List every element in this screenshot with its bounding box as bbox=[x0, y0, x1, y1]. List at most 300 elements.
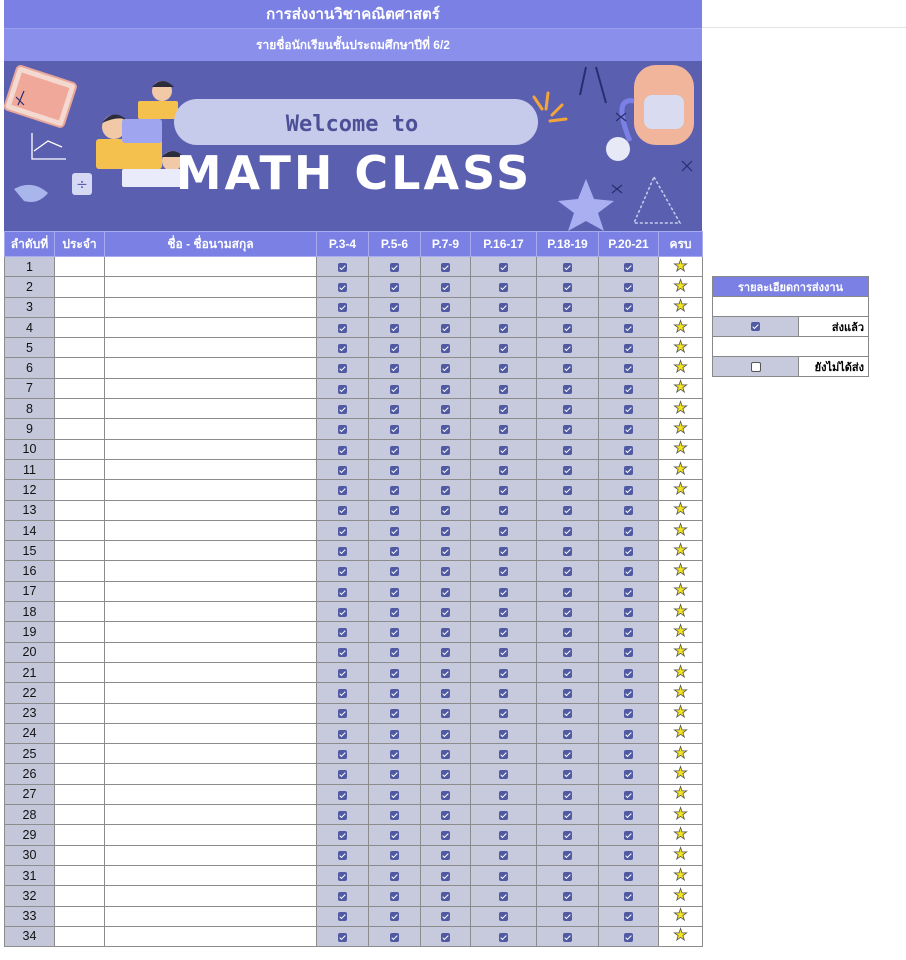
student-name-cell[interactable] bbox=[105, 581, 317, 601]
complete-star-cell[interactable] bbox=[659, 419, 703, 439]
assignment-checkbox-cell[interactable] bbox=[599, 683, 659, 703]
assignment-checkbox-cell[interactable] bbox=[317, 723, 369, 743]
checkbox-checked-icon[interactable] bbox=[441, 385, 450, 394]
student-name-cell[interactable] bbox=[105, 480, 317, 500]
checkbox-checked-icon[interactable] bbox=[499, 669, 508, 678]
assignment-checkbox-cell[interactable] bbox=[471, 784, 537, 804]
assignment-checkbox-cell[interactable] bbox=[317, 886, 369, 906]
assignment-checkbox-cell[interactable] bbox=[537, 338, 599, 358]
checkbox-checked-icon[interactable] bbox=[441, 791, 450, 800]
checkbox-checked-icon[interactable] bbox=[390, 689, 399, 698]
checkbox-checked-icon[interactable] bbox=[624, 344, 633, 353]
checkbox-checked-icon[interactable] bbox=[441, 344, 450, 353]
checkbox-checked-icon[interactable] bbox=[338, 811, 347, 820]
row-number-cell[interactable]: 3 bbox=[5, 297, 55, 317]
assignment-checkbox-cell[interactable] bbox=[421, 439, 471, 459]
legend-unchecked-cell[interactable] bbox=[713, 357, 799, 377]
complete-star-cell[interactable] bbox=[659, 642, 703, 662]
checkbox-checked-icon[interactable] bbox=[441, 547, 450, 556]
complete-star-cell[interactable] bbox=[659, 581, 703, 601]
col-header-p3-4[interactable]: P.3-4 bbox=[317, 232, 369, 257]
assignment-checkbox-cell[interactable] bbox=[421, 622, 471, 642]
checkbox-checked-icon[interactable] bbox=[499, 892, 508, 901]
checkbox-checked-icon[interactable] bbox=[338, 364, 347, 373]
checkbox-checked-icon[interactable] bbox=[499, 263, 508, 272]
complete-star-cell[interactable] bbox=[659, 520, 703, 540]
assignment-checkbox-cell[interactable] bbox=[471, 500, 537, 520]
student-id-cell[interactable] bbox=[55, 886, 105, 906]
checkbox-checked-icon[interactable] bbox=[441, 831, 450, 840]
assignment-checkbox-cell[interactable] bbox=[369, 419, 421, 439]
student-name-cell[interactable] bbox=[105, 541, 317, 561]
assignment-checkbox-cell[interactable] bbox=[369, 459, 421, 479]
checkbox-checked-icon[interactable] bbox=[624, 750, 633, 759]
assignment-checkbox-cell[interactable] bbox=[369, 744, 421, 764]
assignment-checkbox-cell[interactable] bbox=[599, 500, 659, 520]
assignment-checkbox-cell[interactable] bbox=[317, 845, 369, 865]
checkbox-checked-icon[interactable] bbox=[563, 506, 572, 515]
assignment-checkbox-cell[interactable] bbox=[369, 358, 421, 378]
checkbox-checked-icon[interactable] bbox=[441, 466, 450, 475]
complete-star-cell[interactable] bbox=[659, 906, 703, 926]
complete-star-cell[interactable] bbox=[659, 317, 703, 337]
checkbox-checked-icon[interactable] bbox=[563, 567, 572, 576]
assignment-checkbox-cell[interactable] bbox=[369, 500, 421, 520]
assignment-checkbox-cell[interactable] bbox=[471, 541, 537, 561]
student-id-cell[interactable] bbox=[55, 805, 105, 825]
assignment-checkbox-cell[interactable] bbox=[537, 825, 599, 845]
assignment-checkbox-cell[interactable] bbox=[369, 439, 421, 459]
assignment-checkbox-cell[interactable] bbox=[317, 439, 369, 459]
assignment-checkbox-cell[interactable] bbox=[537, 480, 599, 500]
row-number-cell[interactable]: 27 bbox=[5, 784, 55, 804]
checkbox-checked-icon[interactable] bbox=[441, 324, 450, 333]
assignment-checkbox-cell[interactable] bbox=[599, 744, 659, 764]
checkbox-checked-icon[interactable] bbox=[441, 709, 450, 718]
row-number-cell[interactable]: 16 bbox=[5, 561, 55, 581]
assignment-checkbox-cell[interactable] bbox=[599, 297, 659, 317]
assignment-checkbox-cell[interactable] bbox=[421, 825, 471, 845]
checkbox-checked-icon[interactable] bbox=[499, 648, 508, 657]
row-number-cell[interactable]: 31 bbox=[5, 865, 55, 885]
student-name-cell[interactable] bbox=[105, 520, 317, 540]
checkbox-checked-icon[interactable] bbox=[563, 831, 572, 840]
checkbox-checked-icon[interactable] bbox=[563, 344, 572, 353]
checkbox-checked-icon[interactable] bbox=[624, 689, 633, 698]
checkbox-checked-icon[interactable] bbox=[338, 628, 347, 637]
assignment-checkbox-cell[interactable] bbox=[537, 744, 599, 764]
assignment-checkbox-cell[interactable] bbox=[471, 480, 537, 500]
assignment-checkbox-cell[interactable] bbox=[599, 419, 659, 439]
assignment-checkbox-cell[interactable] bbox=[317, 561, 369, 581]
row-number-cell[interactable]: 14 bbox=[5, 520, 55, 540]
unchecked-checkbox-icon[interactable] bbox=[751, 362, 761, 372]
checkbox-checked-icon[interactable] bbox=[499, 385, 508, 394]
checkbox-checked-icon[interactable] bbox=[390, 466, 399, 475]
checkbox-checked-icon[interactable] bbox=[390, 791, 399, 800]
assignment-checkbox-cell[interactable] bbox=[471, 744, 537, 764]
student-name-cell[interactable] bbox=[105, 744, 317, 764]
student-id-cell[interactable] bbox=[55, 399, 105, 419]
assignment-checkbox-cell[interactable] bbox=[599, 541, 659, 561]
assignment-checkbox-cell[interactable] bbox=[421, 317, 471, 337]
checkbox-checked-icon[interactable] bbox=[390, 506, 399, 515]
checkbox-checked-icon[interactable] bbox=[499, 750, 508, 759]
assignment-checkbox-cell[interactable] bbox=[369, 642, 421, 662]
assignment-checkbox-cell[interactable] bbox=[317, 257, 369, 277]
student-id-cell[interactable] bbox=[55, 541, 105, 561]
checkbox-checked-icon[interactable] bbox=[441, 811, 450, 820]
assignment-checkbox-cell[interactable] bbox=[317, 277, 369, 297]
sheet-title[interactable]: การส่งงานวิชาคณิตศาสตร์ bbox=[4, 0, 702, 29]
assignment-checkbox-cell[interactable] bbox=[317, 378, 369, 398]
checkbox-checked-icon[interactable] bbox=[338, 324, 347, 333]
checkbox-checked-icon[interactable] bbox=[441, 446, 450, 455]
checkbox-checked-icon[interactable] bbox=[624, 933, 633, 942]
assignment-checkbox-cell[interactable] bbox=[471, 399, 537, 419]
checkbox-checked-icon[interactable] bbox=[499, 912, 508, 921]
assignment-checkbox-cell[interactable] bbox=[599, 906, 659, 926]
checkbox-checked-icon[interactable] bbox=[338, 831, 347, 840]
row-number-cell[interactable]: 19 bbox=[5, 622, 55, 642]
assignment-checkbox-cell[interactable] bbox=[421, 683, 471, 703]
checkbox-checked-icon[interactable] bbox=[499, 344, 508, 353]
checkbox-checked-icon[interactable] bbox=[624, 831, 633, 840]
checkbox-checked-icon[interactable] bbox=[441, 851, 450, 860]
student-name-cell[interactable] bbox=[105, 317, 317, 337]
row-number-cell[interactable]: 4 bbox=[5, 317, 55, 337]
checkbox-checked-icon[interactable] bbox=[338, 669, 347, 678]
row-number-cell[interactable]: 21 bbox=[5, 662, 55, 682]
checkbox-checked-icon[interactable] bbox=[624, 385, 633, 394]
assignment-checkbox-cell[interactable] bbox=[369, 317, 421, 337]
assignment-checkbox-cell[interactable] bbox=[421, 419, 471, 439]
row-number-cell[interactable]: 2 bbox=[5, 277, 55, 297]
student-id-cell[interactable] bbox=[55, 459, 105, 479]
assignment-checkbox-cell[interactable] bbox=[317, 906, 369, 926]
assignment-checkbox-cell[interactable] bbox=[369, 886, 421, 906]
assignment-checkbox-cell[interactable] bbox=[317, 399, 369, 419]
assignment-checkbox-cell[interactable] bbox=[537, 906, 599, 926]
student-name-cell[interactable] bbox=[105, 622, 317, 642]
assignment-checkbox-cell[interactable] bbox=[599, 561, 659, 581]
student-id-cell[interactable] bbox=[55, 642, 105, 662]
assignment-checkbox-cell[interactable] bbox=[317, 825, 369, 845]
checkbox-checked-icon[interactable] bbox=[390, 669, 399, 678]
checkbox-checked-icon[interactable] bbox=[624, 527, 633, 536]
assignment-checkbox-cell[interactable] bbox=[317, 581, 369, 601]
checkbox-checked-icon[interactable] bbox=[624, 791, 633, 800]
assignment-checkbox-cell[interactable] bbox=[317, 865, 369, 885]
assignment-checkbox-cell[interactable] bbox=[537, 459, 599, 479]
assignment-checkbox-cell[interactable] bbox=[421, 906, 471, 926]
assignment-checkbox-cell[interactable] bbox=[537, 257, 599, 277]
assignment-checkbox-cell[interactable] bbox=[537, 317, 599, 337]
complete-star-cell[interactable] bbox=[659, 500, 703, 520]
student-name-cell[interactable] bbox=[105, 784, 317, 804]
legend-title[interactable]: รายละเอียดการส่งงาน bbox=[713, 277, 869, 297]
assignment-checkbox-cell[interactable] bbox=[537, 378, 599, 398]
assignment-checkbox-cell[interactable] bbox=[471, 561, 537, 581]
assignment-checkbox-cell[interactable] bbox=[599, 622, 659, 642]
assignment-checkbox-cell[interactable] bbox=[421, 723, 471, 743]
assignment-checkbox-cell[interactable] bbox=[599, 662, 659, 682]
assignment-checkbox-cell[interactable] bbox=[471, 805, 537, 825]
student-id-cell[interactable] bbox=[55, 825, 105, 845]
assignment-checkbox-cell[interactable] bbox=[317, 500, 369, 520]
checkbox-checked-icon[interactable] bbox=[499, 425, 508, 434]
checkbox-checked-icon[interactable] bbox=[338, 446, 347, 455]
assignment-checkbox-cell[interactable] bbox=[599, 886, 659, 906]
assignment-checkbox-cell[interactable] bbox=[537, 500, 599, 520]
checkbox-checked-icon[interactable] bbox=[338, 385, 347, 394]
student-id-cell[interactable] bbox=[55, 662, 105, 682]
checkbox-checked-icon[interactable] bbox=[390, 425, 399, 434]
assignment-checkbox-cell[interactable] bbox=[317, 683, 369, 703]
checkbox-checked-icon[interactable] bbox=[390, 709, 399, 718]
assignment-checkbox-cell[interactable] bbox=[471, 317, 537, 337]
checkbox-checked-icon[interactable] bbox=[390, 750, 399, 759]
checkbox-checked-icon[interactable] bbox=[390, 770, 399, 779]
assignment-checkbox-cell[interactable] bbox=[471, 886, 537, 906]
checkbox-checked-icon[interactable] bbox=[499, 791, 508, 800]
checkbox-checked-icon[interactable] bbox=[624, 446, 633, 455]
assignment-checkbox-cell[interactable] bbox=[317, 520, 369, 540]
assignment-checkbox-cell[interactable] bbox=[599, 399, 659, 419]
col-header-name[interactable]: ชื่อ - ชื่อนามสกุล bbox=[105, 232, 317, 257]
student-name-cell[interactable] bbox=[105, 459, 317, 479]
checkbox-checked-icon[interactable] bbox=[338, 730, 347, 739]
col-header-id[interactable]: ประจำ bbox=[55, 232, 105, 257]
checkbox-checked-icon[interactable] bbox=[499, 364, 508, 373]
assignment-checkbox-cell[interactable] bbox=[599, 764, 659, 784]
assignment-checkbox-cell[interactable] bbox=[599, 358, 659, 378]
checkbox-checked-icon[interactable] bbox=[563, 628, 572, 637]
checkbox-checked-icon[interactable] bbox=[441, 283, 450, 292]
assignment-checkbox-cell[interactable] bbox=[471, 338, 537, 358]
assignment-checkbox-cell[interactable] bbox=[369, 622, 421, 642]
checkbox-checked-icon[interactable] bbox=[441, 669, 450, 678]
checkbox-checked-icon[interactable] bbox=[338, 872, 347, 881]
complete-star-cell[interactable] bbox=[659, 257, 703, 277]
row-number-cell[interactable]: 30 bbox=[5, 845, 55, 865]
assignment-checkbox-cell[interactable] bbox=[317, 358, 369, 378]
assignment-checkbox-cell[interactable] bbox=[421, 399, 471, 419]
assignment-checkbox-cell[interactable] bbox=[471, 926, 537, 946]
assignment-checkbox-cell[interactable] bbox=[369, 277, 421, 297]
checkbox-checked-icon[interactable] bbox=[563, 669, 572, 678]
assignment-checkbox-cell[interactable] bbox=[537, 865, 599, 885]
assignment-checkbox-cell[interactable] bbox=[421, 541, 471, 561]
col-header-complete[interactable]: ครบ bbox=[659, 232, 703, 257]
assignment-checkbox-cell[interactable] bbox=[599, 865, 659, 885]
assignment-checkbox-cell[interactable] bbox=[317, 602, 369, 622]
checkbox-checked-icon[interactable] bbox=[499, 628, 508, 637]
student-name-cell[interactable] bbox=[105, 602, 317, 622]
row-number-cell[interactable]: 34 bbox=[5, 926, 55, 946]
checkbox-checked-icon[interactable] bbox=[441, 486, 450, 495]
assignment-checkbox-cell[interactable] bbox=[369, 399, 421, 419]
checkbox-checked-icon[interactable] bbox=[338, 263, 347, 272]
student-name-cell[interactable] bbox=[105, 257, 317, 277]
assignment-checkbox-cell[interactable] bbox=[471, 825, 537, 845]
assignment-checkbox-cell[interactable] bbox=[369, 378, 421, 398]
checkbox-checked-icon[interactable] bbox=[499, 588, 508, 597]
checkbox-checked-icon[interactable] bbox=[441, 892, 450, 901]
checkbox-checked-icon[interactable] bbox=[499, 770, 508, 779]
student-name-cell[interactable] bbox=[105, 561, 317, 581]
checkbox-checked-icon[interactable] bbox=[563, 872, 572, 881]
checkbox-checked-icon[interactable] bbox=[390, 912, 399, 921]
checkbox-checked-icon[interactable] bbox=[390, 628, 399, 637]
student-id-cell[interactable] bbox=[55, 764, 105, 784]
checkbox-checked-icon[interactable] bbox=[624, 628, 633, 637]
checkbox-checked-icon[interactable] bbox=[563, 385, 572, 394]
checkbox-checked-icon[interactable] bbox=[563, 405, 572, 414]
complete-star-cell[interactable] bbox=[659, 723, 703, 743]
complete-star-cell[interactable] bbox=[659, 703, 703, 723]
assignment-checkbox-cell[interactable] bbox=[421, 480, 471, 500]
assignment-checkbox-cell[interactable] bbox=[369, 257, 421, 277]
assignment-checkbox-cell[interactable] bbox=[317, 459, 369, 479]
assignment-checkbox-cell[interactable] bbox=[599, 439, 659, 459]
checkbox-checked-icon[interactable] bbox=[499, 466, 508, 475]
row-number-cell[interactable]: 11 bbox=[5, 459, 55, 479]
checkbox-checked-icon[interactable] bbox=[338, 750, 347, 759]
assignment-checkbox-cell[interactable] bbox=[421, 662, 471, 682]
student-id-cell[interactable] bbox=[55, 744, 105, 764]
checkbox-checked-icon[interactable] bbox=[563, 933, 572, 942]
assignment-checkbox-cell[interactable] bbox=[369, 561, 421, 581]
checkbox-checked-icon[interactable] bbox=[338, 912, 347, 921]
student-id-cell[interactable] bbox=[55, 419, 105, 439]
assignment-checkbox-cell[interactable] bbox=[317, 784, 369, 804]
assignment-checkbox-cell[interactable] bbox=[421, 865, 471, 885]
assignment-checkbox-cell[interactable] bbox=[471, 297, 537, 317]
checkbox-checked-icon[interactable] bbox=[338, 405, 347, 414]
assignment-checkbox-cell[interactable] bbox=[369, 906, 421, 926]
assignment-checkbox-cell[interactable] bbox=[599, 317, 659, 337]
row-number-cell[interactable]: 15 bbox=[5, 541, 55, 561]
assignment-checkbox-cell[interactable] bbox=[421, 277, 471, 297]
assignment-checkbox-cell[interactable] bbox=[421, 581, 471, 601]
student-name-cell[interactable] bbox=[105, 419, 317, 439]
complete-star-cell[interactable] bbox=[659, 297, 703, 317]
checkbox-checked-icon[interactable] bbox=[624, 283, 633, 292]
checkbox-checked-icon[interactable] bbox=[499, 405, 508, 414]
assignment-checkbox-cell[interactable] bbox=[369, 926, 421, 946]
checkbox-checked-icon[interactable] bbox=[338, 791, 347, 800]
assignment-checkbox-cell[interactable] bbox=[471, 764, 537, 784]
checkbox-checked-icon[interactable] bbox=[499, 283, 508, 292]
row-number-cell[interactable]: 20 bbox=[5, 642, 55, 662]
student-name-cell[interactable] bbox=[105, 642, 317, 662]
student-id-cell[interactable] bbox=[55, 906, 105, 926]
checked-checkbox-icon[interactable] bbox=[751, 322, 760, 331]
checkbox-checked-icon[interactable] bbox=[499, 709, 508, 718]
checkbox-checked-icon[interactable] bbox=[624, 588, 633, 597]
checkbox-checked-icon[interactable] bbox=[499, 527, 508, 536]
assignment-checkbox-cell[interactable] bbox=[599, 845, 659, 865]
complete-star-cell[interactable] bbox=[659, 886, 703, 906]
checkbox-checked-icon[interactable] bbox=[499, 851, 508, 860]
assignment-checkbox-cell[interactable] bbox=[537, 764, 599, 784]
checkbox-checked-icon[interactable] bbox=[563, 364, 572, 373]
student-name-cell[interactable] bbox=[105, 764, 317, 784]
checkbox-checked-icon[interactable] bbox=[390, 730, 399, 739]
assignment-checkbox-cell[interactable] bbox=[421, 784, 471, 804]
assignment-checkbox-cell[interactable] bbox=[369, 845, 421, 865]
student-id-cell[interactable] bbox=[55, 439, 105, 459]
assignment-checkbox-cell[interactable] bbox=[599, 277, 659, 297]
complete-star-cell[interactable] bbox=[659, 277, 703, 297]
assignment-checkbox-cell[interactable] bbox=[421, 520, 471, 540]
assignment-checkbox-cell[interactable] bbox=[369, 723, 421, 743]
row-number-cell[interactable]: 32 bbox=[5, 886, 55, 906]
checkbox-checked-icon[interactable] bbox=[624, 872, 633, 881]
student-name-cell[interactable] bbox=[105, 683, 317, 703]
assignment-checkbox-cell[interactable] bbox=[317, 419, 369, 439]
student-name-cell[interactable] bbox=[105, 500, 317, 520]
assignment-checkbox-cell[interactable] bbox=[421, 926, 471, 946]
checkbox-checked-icon[interactable] bbox=[390, 405, 399, 414]
checkbox-checked-icon[interactable] bbox=[338, 648, 347, 657]
checkbox-checked-icon[interactable] bbox=[390, 324, 399, 333]
complete-star-cell[interactable] bbox=[659, 399, 703, 419]
checkbox-checked-icon[interactable] bbox=[624, 486, 633, 495]
checkbox-checked-icon[interactable] bbox=[624, 730, 633, 739]
checkbox-checked-icon[interactable] bbox=[390, 872, 399, 881]
checkbox-checked-icon[interactable] bbox=[624, 547, 633, 556]
checkbox-checked-icon[interactable] bbox=[499, 933, 508, 942]
checkbox-checked-icon[interactable] bbox=[338, 527, 347, 536]
row-number-cell[interactable]: 9 bbox=[5, 419, 55, 439]
checkbox-checked-icon[interactable] bbox=[441, 872, 450, 881]
assignment-checkbox-cell[interactable] bbox=[471, 622, 537, 642]
checkbox-checked-icon[interactable] bbox=[624, 263, 633, 272]
assignment-checkbox-cell[interactable] bbox=[471, 723, 537, 743]
checkbox-checked-icon[interactable] bbox=[624, 608, 633, 617]
student-id-cell[interactable] bbox=[55, 378, 105, 398]
student-id-cell[interactable] bbox=[55, 723, 105, 743]
assignment-checkbox-cell[interactable] bbox=[471, 642, 537, 662]
checkbox-checked-icon[interactable] bbox=[499, 831, 508, 840]
checkbox-checked-icon[interactable] bbox=[624, 770, 633, 779]
checkbox-checked-icon[interactable] bbox=[499, 872, 508, 881]
assignment-checkbox-cell[interactable] bbox=[599, 784, 659, 804]
checkbox-checked-icon[interactable] bbox=[390, 588, 399, 597]
checkbox-checked-icon[interactable] bbox=[338, 588, 347, 597]
student-id-cell[interactable] bbox=[55, 257, 105, 277]
checkbox-checked-icon[interactable] bbox=[441, 912, 450, 921]
assignment-checkbox-cell[interactable] bbox=[421, 703, 471, 723]
sheet-subtitle[interactable]: รายชื่อนักเรียนชั้นประถมศึกษาปีที่ 6/2 bbox=[4, 29, 702, 61]
assignment-checkbox-cell[interactable] bbox=[537, 277, 599, 297]
row-number-cell[interactable]: 1 bbox=[5, 257, 55, 277]
complete-star-cell[interactable] bbox=[659, 744, 703, 764]
assignment-checkbox-cell[interactable] bbox=[421, 561, 471, 581]
row-number-cell[interactable]: 33 bbox=[5, 906, 55, 926]
complete-star-cell[interactable] bbox=[659, 378, 703, 398]
checkbox-checked-icon[interactable] bbox=[441, 730, 450, 739]
checkbox-checked-icon[interactable] bbox=[390, 851, 399, 860]
col-header-p16-17[interactable]: P.16-17 bbox=[471, 232, 537, 257]
student-id-cell[interactable] bbox=[55, 622, 105, 642]
student-name-cell[interactable] bbox=[105, 906, 317, 926]
checkbox-checked-icon[interactable] bbox=[563, 791, 572, 800]
assignment-checkbox-cell[interactable] bbox=[369, 805, 421, 825]
checkbox-checked-icon[interactable] bbox=[390, 344, 399, 353]
